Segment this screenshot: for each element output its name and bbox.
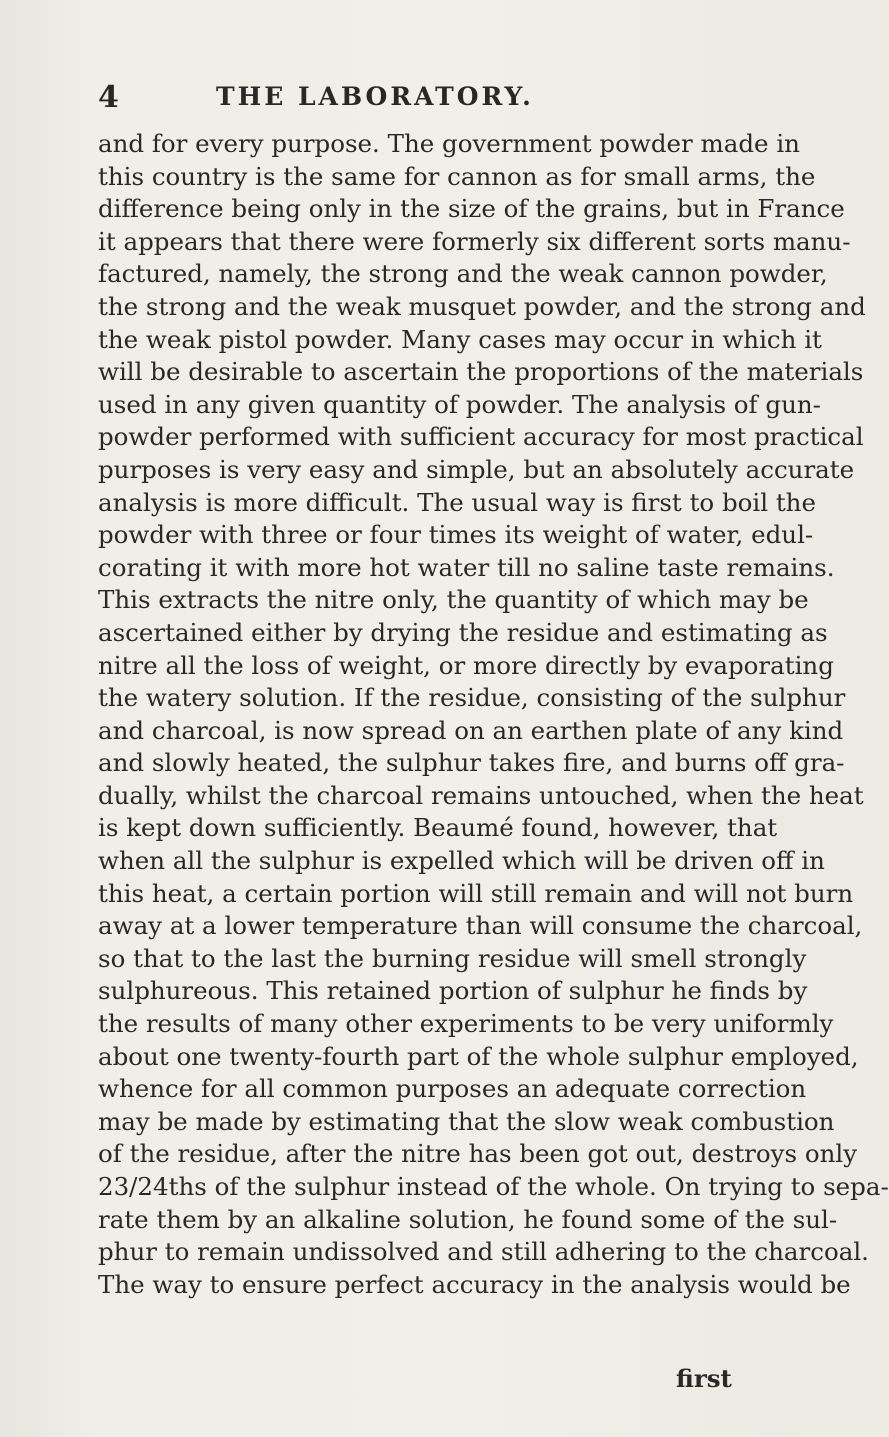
text-line: so that to the last the burning residue will smell strongly (98, 943, 807, 973)
text-line: purposes is very easy and simple, but an absolutely accurate (98, 454, 855, 484)
text-line: factured, namely, the strong and the weak cannon powder, (98, 259, 828, 289)
text-line: used in any given quantity of powder. The analysis of gun- (98, 389, 821, 419)
text-line: nitre all the loss of weight, or more directly by evaporating (98, 650, 834, 680)
text-line: whence for all common purposes an adequate correction (98, 1074, 807, 1104)
text-line: corating it with more hot water till no saline taste remains. (98, 552, 835, 582)
page-number: 4 (98, 80, 120, 115)
text-line: powder with three or four times its weight of water, edul- (98, 520, 814, 550)
text-line: about one twenty-fourth part of the whole sulphur employed, (98, 1041, 859, 1071)
text-line: may be made by estimating that the slow weak combustion (98, 1106, 835, 1136)
body-text (98, 128, 889, 1301)
text-line: will be desirable to ascertain the proportions of the materials (98, 357, 864, 387)
text-line: rate them by an alkaline solution, he found some of the sul- (98, 1204, 838, 1234)
text-line: ascertained either by drying the residue and estimating as (98, 617, 828, 647)
text-line: and charcoal, is now spread on an earthen plate of any kind (98, 715, 844, 745)
catchword: first (676, 1364, 732, 1393)
text-line: and slowly heated, the sulphur takes fire, and burns off gra- (98, 748, 845, 778)
text-line: away at a lower temperature than will consume the charcoal, (98, 911, 863, 941)
text-line: sulphureous. This retained portion of sulphur he finds by (98, 976, 808, 1006)
text-line: the results of many other experiments to be very uniformly (98, 1009, 834, 1039)
text-line: it appears that there were formerly six different sorts manu- (98, 226, 851, 256)
text-line: the strong and the weak musquet powder, and the strong and (98, 291, 866, 321)
text-line: and for every purpose. The government powder made in (98, 129, 800, 158)
running-head: THE LABORATORY. (216, 82, 534, 111)
text-line: powder performed with sufficient accuracy for most practical (98, 422, 864, 452)
text-line: is kept down sufficiently. Beaumé found, however, that (98, 813, 778, 843)
text-line: analysis is more difficult. The usual way is first to boil the (98, 487, 816, 517)
text-line: of the residue, after the nitre has been got out, destroys only (98, 1139, 858, 1169)
page-header (98, 80, 658, 120)
text-line: This extracts the nitre only, the quantity of which may be (98, 585, 809, 615)
text-line: dually, whilst the charcoal remains untouched, when the heat (98, 780, 864, 810)
text-line: this heat, a certain portion will still remain and will not burn (98, 878, 854, 908)
text-line: this country is the same for cannon as for small arms, the (98, 161, 816, 191)
text-line: when all the sulphur is expelled which will be driven off in (98, 846, 825, 876)
text-line: difference being only in the size of the grains, but in France (98, 194, 845, 224)
text-line: phur to remain undissolved and still adhering to the charcoal. (98, 1237, 869, 1267)
text-line: 23/24ths of the sulphur instead of the whole. On trying to sepa- (98, 1172, 889, 1201)
text-line: The way to ensure perfect accuracy in the analysis would be (98, 1269, 851, 1299)
text-line: the watery solution. If the residue, consisting of the sulphur (98, 683, 846, 713)
text-line: the weak pistol powder. Many cases may occur in which it (98, 324, 822, 354)
